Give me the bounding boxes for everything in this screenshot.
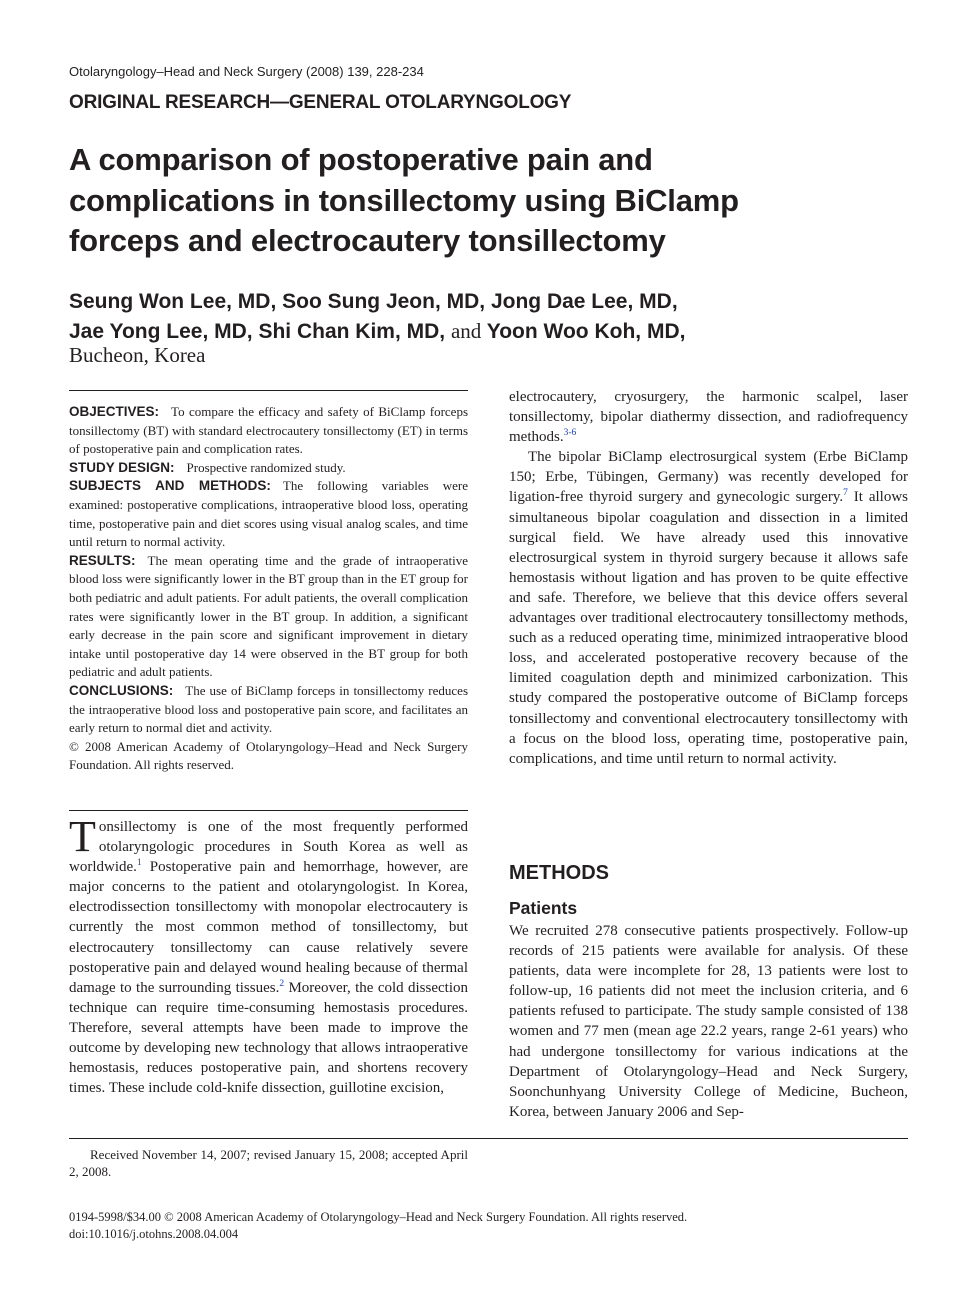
abstract-objectives xyxy=(69,403,468,459)
author-and: and xyxy=(450,318,482,343)
reference-link[interactable]: 1 xyxy=(136,858,142,869)
objectives-text: To compare the efficacy and safety of BiClamp forceps tonsillectomy (BT) with standard electrocautery tonsillectomy (ET) in terms of postoperative pain and complication rates. xyxy=(69,404,468,457)
author-line-2a: Jae Yong Lee, MD, Shi Chan Kim, MD, xyxy=(69,319,446,343)
intro-text-c: Moreover, the cold dissection technique can require time-consuming hemostasis procedures. Therefore, several attempts have been made to improve the outcome by developing new technology that allows intraoperative hemostasis, reduces postoperative pain, and shortens recovery times. These include cold-knife dissection, guillotine excision, xyxy=(69,979,469,1097)
results-label: RESULTS: xyxy=(69,552,136,568)
col2-paragraph-2 xyxy=(509,447,908,769)
intro-text-b: Postoperative pain and hemorrhage, however, are major concerns to the patient and otolaryngologist. In Korea, electrodissection tonsillectomy with monopolar electrocautery is currently the most common method of tonsillectomy, but electrocautery tonsillectomy can cause relatively severe postoperative pain and delayed wound healing because of thermal damage to the surrounding tissues. xyxy=(69,859,468,996)
patients-subheading: Patients xyxy=(509,898,578,918)
col2-paragraph-1 xyxy=(509,387,908,447)
col2-text-b: The bipolar BiClamp electrosurgical system (Erbe BiClamp 150; Erbe, Tübingen, Germany) was recently developed for ligation-free thyroid surgery and gynecologic surgery. xyxy=(509,449,908,506)
conclusions-text: The use of BiClamp forceps in tonsillectomy reduces the intraoperative blood loss and postoperative pain score, and facilitates an early return to normal diet and activity. xyxy=(69,682,468,736)
abstract-results xyxy=(69,552,468,682)
abstract xyxy=(69,403,468,775)
abstract-design xyxy=(69,459,468,478)
patients-paragraph: We recruited 278 consecutive patients prospectively. Follow-up records of 215 patients were available for analysis. Of these patients, data were incomplete for 28, 13 patients were lost to follow-up, 16 patients did not meet the inclusion criteria, and 6 patients refused to participate. The study sample consisted of 138 women and 77 men (mean age 22.2 years, range 2-61 years) who had undergone tonsillectomy for various indications at the Department of Otolaryngology–Head and Neck Surgery, Soonchunhyang University College of Medicine, Bucheon, Korea, between January 2006 and Sep- xyxy=(509,923,908,1120)
objectives-label: OBJECTIVES: xyxy=(69,404,160,419)
design-text: Prospective randomized study. xyxy=(186,459,346,475)
author-line-1: Seung Won Lee, MD, Soo Sung Jeon, MD, Jong Dae Lee, MD, xyxy=(69,290,678,313)
abstract-copyright: © 2008 American Academy of Otolaryngology–Head and Neck Surgery Foundation. All rights reserved. xyxy=(69,738,468,773)
footer-rule xyxy=(69,1138,908,1139)
col2-text-c: It allows simultaneous bipolar coagulation and dissection in a limited surgical field. We have already used this innovative electrosurgical system in thyroid surgery because it allows safe hemostasis without ligation and has proven to be quite effective and safe. Therefore, we believe that this device offers several advantages over traditional electrocautery tonsillectomy methods, such as a reduced operating time, minimized intraoperative blood loss, and accelerated postoperative recovery because of the limited coagulation depth and minimized carbonization. This study compared the postoperative outcome of BiClamp forceps tonsillectomy and conventional electrocautery tonsillectomy with a focus on the blood loss, operating time, postoperative pain, complications, and time until return to normal activity. xyxy=(509,489,908,767)
abstract-bottom-rule xyxy=(69,810,468,811)
right-column-text xyxy=(509,387,908,769)
intro-paragraph xyxy=(69,812,469,1098)
methods-text: The following variables were examined: postoperative complications, intraoperative blood loss, operating time, postoperative pain and diet scores using visual analog scales, and time until return to normal activity. xyxy=(69,478,468,550)
article-title: A comparison of postoperative pain and complications in tonsillectomy using BiClamp forceps and electrocautery tonsillectomy xyxy=(69,142,739,258)
section-heading: ORIGINAL RESEARCH—GENERAL OTOLARYNGOLOGY xyxy=(69,92,572,113)
col2-text-a: electrocautery, cryosurgery, the harmonic scalpel, laser tonsillectomy, bipolar diathermy dissection, and radiofrequency methods. xyxy=(509,389,908,446)
journal-citation: Otolaryngology–Head and Neck Surgery (2008) 139, 228-234 xyxy=(69,64,424,79)
author-location: Bucheon, Korea xyxy=(69,343,206,367)
results-text: The mean operating time and the grade of intraoperative blood loss were significantly lower in the BT group than in the ET group for both pediatric and adult patients. For adult patients, the overall complication rates were significantly lower in the BT group. In addition, a significant early decrease in the pain score and significant improvement in dietary intake until postoperative day 14 were observed in the BT group for both pediatric and adult patients. xyxy=(69,552,468,680)
author-list xyxy=(69,287,849,346)
abstract-top-rule xyxy=(69,390,468,391)
abstract-methods xyxy=(69,477,468,551)
author-line-2b: Yoon Woo Koh, MD, xyxy=(486,319,686,343)
reference-link[interactable]: 2 xyxy=(279,978,285,989)
introduction-text xyxy=(69,812,469,1098)
methods-label: SUBJECTS AND METHODS: xyxy=(69,478,271,494)
abstract-conclusions xyxy=(69,682,468,738)
doi-link[interactable]: doi:10.1016/j.otohns.2008.04.004 xyxy=(69,1227,239,1241)
patients-text xyxy=(509,921,908,1122)
drop-cap: T xyxy=(69,812,96,861)
design-label: STUDY DESIGN: xyxy=(69,459,175,475)
footer-copyright: 0194-5998/$34.00 © 2008 American Academy of Otolaryngology–Head and Neck Surgery Foundation. All rights reserved. xyxy=(69,1210,688,1224)
methods-heading: METHODS xyxy=(509,862,609,884)
conclusions-label: CONCLUSIONS: xyxy=(69,682,174,698)
received-dates: Received November 14, 2007; revised January 15, 2008; accepted April 2, 2008. xyxy=(69,1147,468,1179)
author-line-2 xyxy=(69,317,849,347)
intro-text-a: onsillectomy is one of the most frequently performed otolaryngologic procedures in South Korea as well as worldwide. xyxy=(69,819,468,876)
reference-link[interactable]: 3-6 xyxy=(563,428,577,439)
reference-link[interactable]: 7 xyxy=(843,488,848,499)
